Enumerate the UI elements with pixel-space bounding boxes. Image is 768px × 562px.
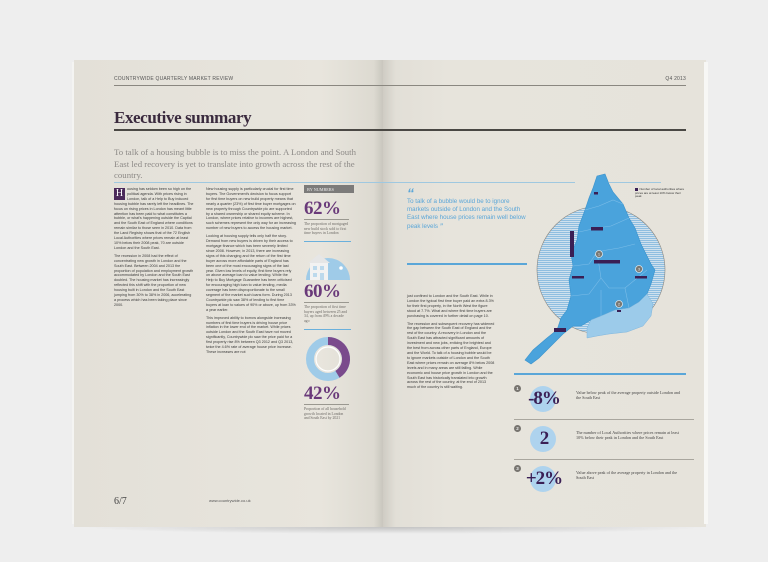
right-page (383, 60, 706, 527)
stat-caption: The proportion of first time buyers aged between 25 and 34, up from 49% a decade ago (304, 302, 349, 323)
svg-text:3: 3 (637, 266, 641, 272)
issue-date: Q4 2013 (665, 76, 686, 82)
fact-value: 2 (539, 428, 549, 449)
open-quote-mark: “ (407, 185, 414, 201)
svg-text:1: 1 (597, 251, 601, 257)
pull-quote-text: To talk of a bubble would be to ignore markets outside of London and the South East where house prices remain well below peak levels (407, 198, 526, 230)
by-numbers-header: BY NUMBERS (304, 185, 354, 193)
section-rule (114, 182, 383, 183)
fact-number: 3 (514, 465, 521, 472)
title-rule (383, 129, 686, 131)
standfirst: To talk of a housing bubble is to miss the point. A London and South East led recovery is yet to translate into growth across the rest of the country. (114, 147, 357, 180)
paragraph: This improved ability to borrow alongside increasing numbers of first time buyers is driving house price inflation in the lower end of the market. While prices outside London and the South East have not moved significantly, Countrywide plc saw the price paid for a first property rise 8% between Q3 2012 and Q3 2013, twice the 4.6% rate of average house price increase. These increases are not (206, 315, 294, 354)
paragraph: New housing supply is particularly crucial for first time buyers. The Government's decision to focus support for first time buyers on new build property means that nearly a quarter (23%) of first time buyer mortgages on new property through Countrywide plc are supported by a shared ownership or shared equity scheme. In London, where prices relative to incomes are highest, such schemes represent the only way for an increasing number of new buyers to access the housing market. (206, 187, 296, 231)
fact-text: The number of Local Authorities where prices remain at least 10% below their peak in London and the South East (576, 430, 679, 440)
left-page (74, 60, 383, 527)
stat-value: 42% (304, 383, 341, 405)
paragraph: ousing has seldom been so high on the political agenda. With prices rising in London, talk of a Help to Buy induced housing bubble has rarely left the headlines. The focus on rising prices in London has meant little attention has been paid to what constitutes a bubble, or what's happening outside the Capital and the South East of England where conditions remain similar to those seen in 2010. Data from the Land Registry shows that of the 72 English Local Authorities where prices remain at least 10% below their 2008 peak, 70 are outside London and the South East. (114, 187, 194, 250)
title-rule (114, 129, 383, 131)
stat-value: 62% (304, 198, 341, 219)
close-quote-mark: ” (439, 222, 443, 230)
house-icon (304, 246, 352, 280)
fact-item (514, 380, 694, 420)
facts-rule (514, 373, 686, 375)
stat-value: 60% (304, 281, 341, 303)
by-numbers-sidebar (304, 185, 354, 421)
legend-text: Number of local authorities where prices are at least 10% below their peak (635, 187, 685, 199)
donut-chart (304, 334, 352, 384)
header-rule (383, 85, 686, 86)
page-title: Executive summary (114, 108, 252, 127)
map-legend (635, 188, 685, 199)
running-head: COUNTRYWIDE QUARTERLY MARKET REVIEW (114, 76, 234, 82)
fact-value: -8% (528, 388, 560, 409)
paragraph: The recession in 2008 had the effect of concentrating new growth in London and the South East. Between 2004 and 2013 the proportion of population and employment growth accommodated by London and the South East doubled. The housing market has increasingly reflected this shift with the proportion of new housing built in London and the South East jumping from 30% to 38% in 2006, accelerating a process which has been taking place since 2000. (114, 253, 194, 307)
key-facts (514, 380, 694, 500)
stat-divider (304, 329, 351, 331)
england-map (501, 170, 701, 375)
fact-text: Value above peak of the average property in London and the South East (576, 470, 678, 480)
stat-caption: Proportion of all household growth located in London and South East by 2021 (304, 404, 349, 421)
stat-divider (304, 241, 351, 243)
svg-text:2: 2 (617, 301, 621, 307)
header-rule (114, 85, 383, 86)
paragraph: just confined to London and the South East. While in London the typical first time buyer paid an extra 8.3% for their first property, in the North West the figure stood at 7.7%. What and where first time buyers are purchasing is covered in further detail on page 10. (407, 294, 494, 318)
fact-item (514, 420, 694, 460)
fact-item (514, 460, 694, 500)
body-column-2 (206, 187, 296, 358)
fact-text: Value below peak of the average property outside London and the South East (576, 390, 681, 400)
fact-number: 1 (514, 385, 521, 392)
body-column-1 (114, 187, 194, 311)
paragraph: The recession and subsequent recovery has widened the gap between the South East of England and the rest of the country. A recovery in London and the South East has attracted significant amounts of investment and new jobs, enticing the brightest and the best from across other parts of England, Europe and the World. To talk of a housing bubble would be to ignore markets outside of London and the South East where prices remain on average 8% below 2008 levels and in many areas are still falling. While economic and house price growth in London and the South East has historically translated into growth across the rest of the country, at the end of 2013 much of the country is still waiting. (407, 321, 495, 390)
paragraph: Looking at housing supply tells only half the story. Demand from new buyers is driven by their access to mortgage finance which has been severely limited since 2008. However, in 2013, there are increasing signs of this changing and the return of the first time buyer across more affordable parts of England has been one of the most encouraging signs of the last year. Given low levels of equity, first time buyers rely on above average loan to value lending. While the Help to Buy Mortgage Guarantee has been criticised for encouraging high loan to value lending, media coverage has been disproportionate to the small segment of the market such loans form. During 2013 Countrywide plc saw 38% of lending to first time buyers at loan to values of 90% or above, up from 33% a year earlier. (206, 234, 296, 312)
body-column (407, 294, 495, 393)
stat-caption: The proportion of mortgaged new build stock sold to first time buyers in London (304, 219, 349, 236)
page-number: 6/7 (114, 496, 127, 507)
fact-value: +2% (525, 468, 563, 489)
fact-number: 2 (514, 425, 521, 432)
page-edge-right (704, 62, 708, 524)
website-url: www.countrywide.co.uk (209, 498, 251, 503)
drop-cap: H (115, 188, 124, 199)
